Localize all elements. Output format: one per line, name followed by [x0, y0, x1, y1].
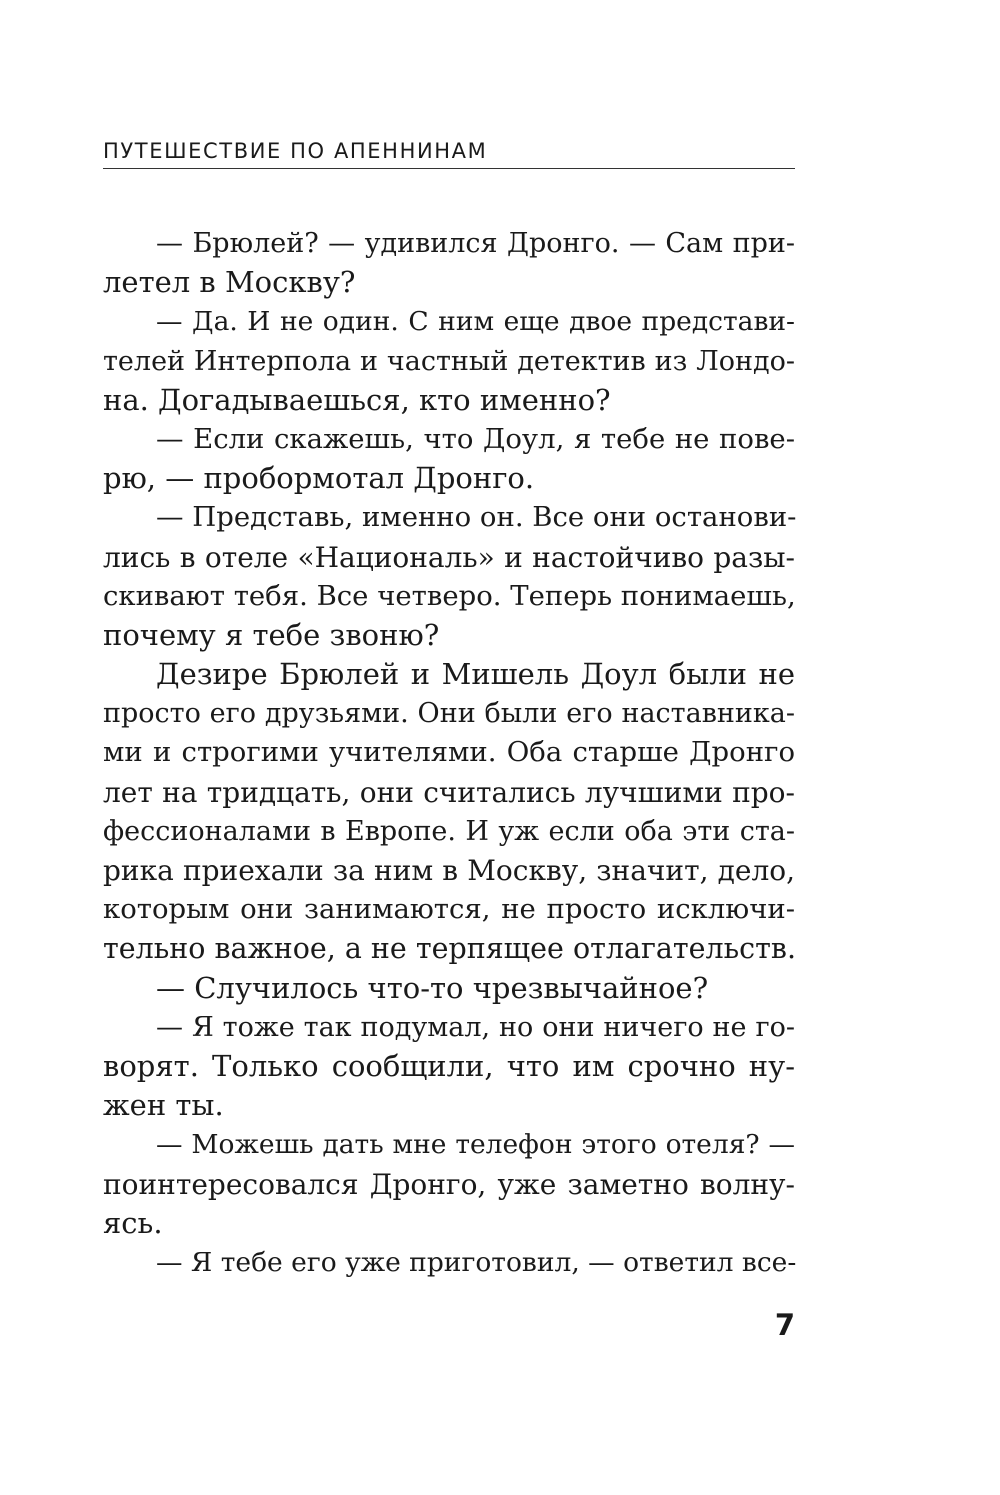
text-line: на. Догадываешься, кто именно?	[103, 382, 611, 417]
text-line: — Да. И не один. С ним еще двое представи-	[156, 306, 795, 338]
text-line: — Если скажешь, что Доул, я тебе не пове-	[156, 422, 795, 455]
text-line: почему я тебе звоню?	[103, 617, 440, 652]
text-line: — Я тоже так подумал, но они ничего не го-	[156, 1011, 795, 1043]
text-line: которым они занимаются, не просто исключи-	[103, 893, 795, 926]
text-line: — Представь, именно он. Все они останови-	[156, 501, 797, 534]
text-line: ми и строгими учителями. Оба старше Дронго	[103, 736, 795, 769]
text-line: телей Интерпола и частный детектив из Лондо-	[103, 345, 795, 377]
text-line: рика приехали за ним в Москву, значит, дело,	[103, 854, 795, 887]
text-line: — Я тебе его уже приготовил, — ответил все-	[156, 1246, 797, 1278]
running-title: ПУТЕШЕСТВИЕ ПО АПЕННИНАМ	[103, 139, 488, 163]
text-line: ворят. Только сообщили, что им срочно ну-	[103, 1048, 795, 1083]
body-text	[103, 224, 795, 1282]
text-line: лись в отеле «Националь» и настойчиво разы-	[103, 540, 795, 574]
text-line: летел в Москву?	[103, 265, 356, 300]
text-line: ясь.	[103, 1205, 163, 1240]
text-line: лет на тридцать, они считались лучшими про-	[103, 775, 795, 809]
text-line: — Случилось что-то чрезвычайное?	[156, 970, 709, 1005]
text-line: тельно важное, а не терпящее отлагательств.	[103, 932, 797, 966]
text-line: фессионалами в Европе. И уж если оба эти ста-	[103, 815, 795, 847]
text-line: жен ты.	[103, 1088, 224, 1123]
text-line: поинтересовался Дронго, уже заметно волну-	[103, 1167, 795, 1201]
page-number: 7	[774, 1308, 795, 1342]
header-rule	[103, 168, 795, 169]
text-line: рю, — пробормотал Дронго.	[103, 461, 535, 496]
text-line: Дезире Брюлей и Мишель Доул были не	[156, 657, 795, 692]
text-line: просто его друзьями. Они были его наставника-	[103, 698, 795, 730]
text-line: скивают тебя. Все четверо. Теперь понимаешь,	[103, 579, 796, 612]
text-line: — Можешь дать мне телефон этого отеля? —	[156, 1129, 795, 1161]
text-line: — Брюлей? — удивился Дронго. — Сам при-	[156, 228, 795, 259]
